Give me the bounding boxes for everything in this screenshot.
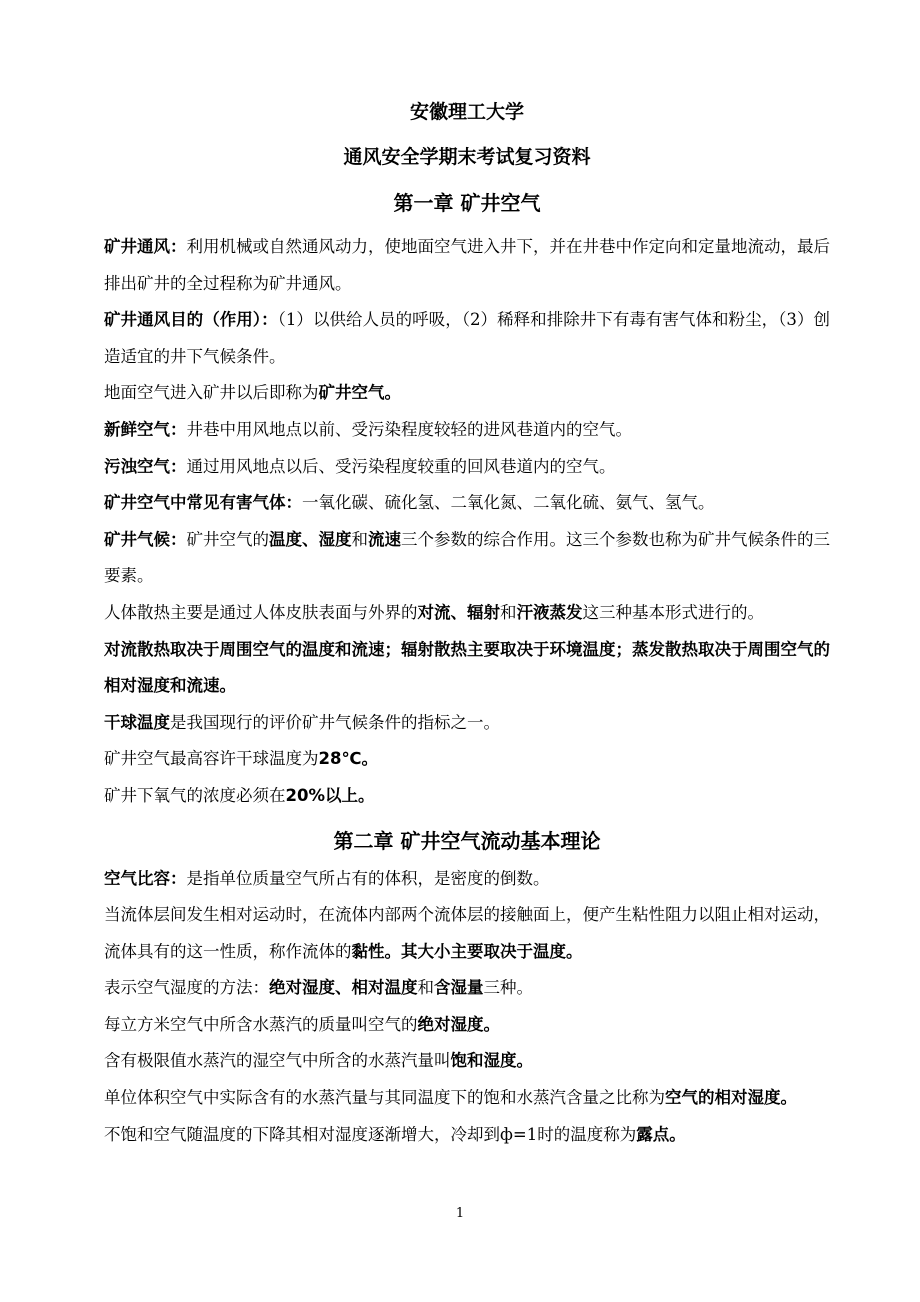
value: 28℃。 bbox=[318, 749, 378, 769]
term: 对流、辐射 bbox=[417, 602, 500, 622]
text: 是我国现行的评价矿井气候条件的指标之一。 bbox=[170, 712, 500, 732]
text: 当流体层间发生相对运动时，在流体内部两个流体层的接触面上，便产生粘性阻力以阻止相对运动，流体具有的这一性质，称作流体的 bbox=[104, 905, 830, 961]
paragraph-mine-climate bbox=[104, 522, 830, 595]
term: 干球温度 bbox=[104, 712, 170, 732]
paragraph-ventilation-purpose bbox=[104, 302, 830, 375]
text: 单位体积空气中实际含有的水蒸汽量与其同温度下的饱和水蒸汽含量之比称为 bbox=[104, 1088, 665, 1108]
text: 矿井下氧气的浓度必须在 bbox=[104, 785, 286, 805]
text: 地面空气进入矿井以后即称为 bbox=[104, 383, 319, 403]
text: 这三种基本形式进行的。 bbox=[582, 602, 764, 622]
university-title: 安徽理工大学 bbox=[409, 101, 524, 123]
paragraph-oxygen bbox=[104, 778, 830, 815]
chapter-2-heading: 第二章 矿井空气流动基本理论 bbox=[333, 828, 601, 853]
term: 污浊空气： bbox=[104, 456, 187, 476]
term: 矿井空气。 bbox=[318, 383, 401, 403]
text: 含有极限值水蒸汽的湿空气中所含的水蒸汽量叫 bbox=[104, 1051, 451, 1071]
paragraph-heat-factors bbox=[104, 632, 830, 705]
term: 露点。 bbox=[636, 1124, 686, 1144]
term: 矿井气候： bbox=[104, 529, 187, 549]
term: 绝对湿度、相对温度 bbox=[269, 978, 418, 998]
text: 人体散热主要是通过人体皮肤表面与外界的 bbox=[104, 602, 418, 622]
text: 和 bbox=[500, 602, 517, 622]
term: 矿井空气中常见有害气体： bbox=[104, 493, 302, 513]
paragraph-heat-dissipation bbox=[104, 595, 830, 632]
chapter-1-heading: 第一章 矿井空气 bbox=[393, 191, 541, 215]
document-title: 通风安全学期末考试复习资料 bbox=[343, 146, 591, 168]
definition: （1）以供给人员的呼吸，（2）稀释和排除井下有毒有害气体和粉尘，（3）创造适宜的井下气候条件。 bbox=[104, 310, 830, 366]
text: 不饱和空气随温度的下降其相对湿度逐渐增大，冷却到ф=1时的温度称为 bbox=[104, 1124, 637, 1144]
text: 三个参数的综合作用。这三个参数也称为矿井气候条件的三要素。 bbox=[104, 529, 830, 586]
text: 和 bbox=[351, 529, 368, 549]
paragraph-max-temperature bbox=[104, 741, 830, 778]
term: 矿井通风： bbox=[104, 237, 187, 256]
paragraph-fresh-air bbox=[104, 412, 830, 449]
page-number: 1 bbox=[455, 1206, 465, 1221]
term: 绝对湿度。 bbox=[417, 1014, 500, 1034]
term: 含湿量 bbox=[434, 978, 484, 998]
paragraph-harmful-gases bbox=[104, 485, 830, 522]
text: 矿井空气的 bbox=[186, 529, 269, 549]
paragraph-absolute-humidity bbox=[104, 1007, 830, 1044]
term: 饱和湿度。 bbox=[450, 1051, 533, 1071]
term: 温度、湿度 bbox=[269, 529, 352, 549]
term: 汗液蒸发 bbox=[516, 602, 583, 622]
definition: 利用机械或自然通风动力，使地面空气进入井下，并在井巷中作定向和定量地流动，最后排出矿井的全过程称为矿井通风。 bbox=[104, 237, 830, 293]
term: 矿井通风目的（作用）： bbox=[104, 310, 278, 330]
emphasis: 对流散热取决于周围空气的温度和流速；辐射散热主要取决于环境温度；蒸发散热取决于周围空气的相对湿度和流速。 bbox=[104, 639, 830, 696]
paragraph-dew-point bbox=[104, 1117, 830, 1154]
definition: 井巷中用风地点以前、受污染程度较轻的进风巷道内的空气。 bbox=[186, 419, 632, 439]
paragraph-humidity-methods bbox=[104, 970, 830, 1007]
paragraph-specific-volume bbox=[104, 861, 830, 898]
definition: 是指单位质量空气所占有的体积，是密度的倒数。 bbox=[186, 868, 550, 888]
term: 流速 bbox=[368, 529, 401, 549]
paragraph-mine-air bbox=[104, 375, 830, 412]
paragraph-dry-bulb bbox=[104, 705, 830, 742]
term: 空气的相对湿度。 bbox=[665, 1088, 797, 1108]
page-content bbox=[104, 96, 830, 1153]
text: 每立方米空气中所含水蒸汽的质量叫空气的 bbox=[104, 1014, 418, 1034]
paragraph-mine-ventilation bbox=[104, 229, 830, 302]
value: 20%以上。 bbox=[285, 785, 375, 805]
definition: 通过用风地点以后、受污染程度较重的回风巷道内的空气。 bbox=[186, 456, 616, 476]
paragraph-viscosity bbox=[104, 897, 830, 970]
text: 和 bbox=[417, 978, 434, 998]
term: 黏性。其大小主要取决于温度。 bbox=[351, 941, 583, 961]
paragraph-saturation-humidity bbox=[104, 1043, 830, 1080]
text: 矿井空气最高容许干球温度为 bbox=[104, 749, 319, 769]
paragraph-foul-air bbox=[104, 449, 830, 486]
definition: 一氧化碳、硫化氢、二氧化氮、二氧化硫、氨气、氢气。 bbox=[302, 493, 715, 513]
paragraph-relative-humidity bbox=[104, 1080, 830, 1117]
text: 表示空气湿度的方法： bbox=[104, 978, 269, 998]
term: 新鲜空气： bbox=[104, 419, 187, 439]
term: 空气比容： bbox=[104, 868, 187, 888]
text: 三种。 bbox=[483, 978, 533, 998]
